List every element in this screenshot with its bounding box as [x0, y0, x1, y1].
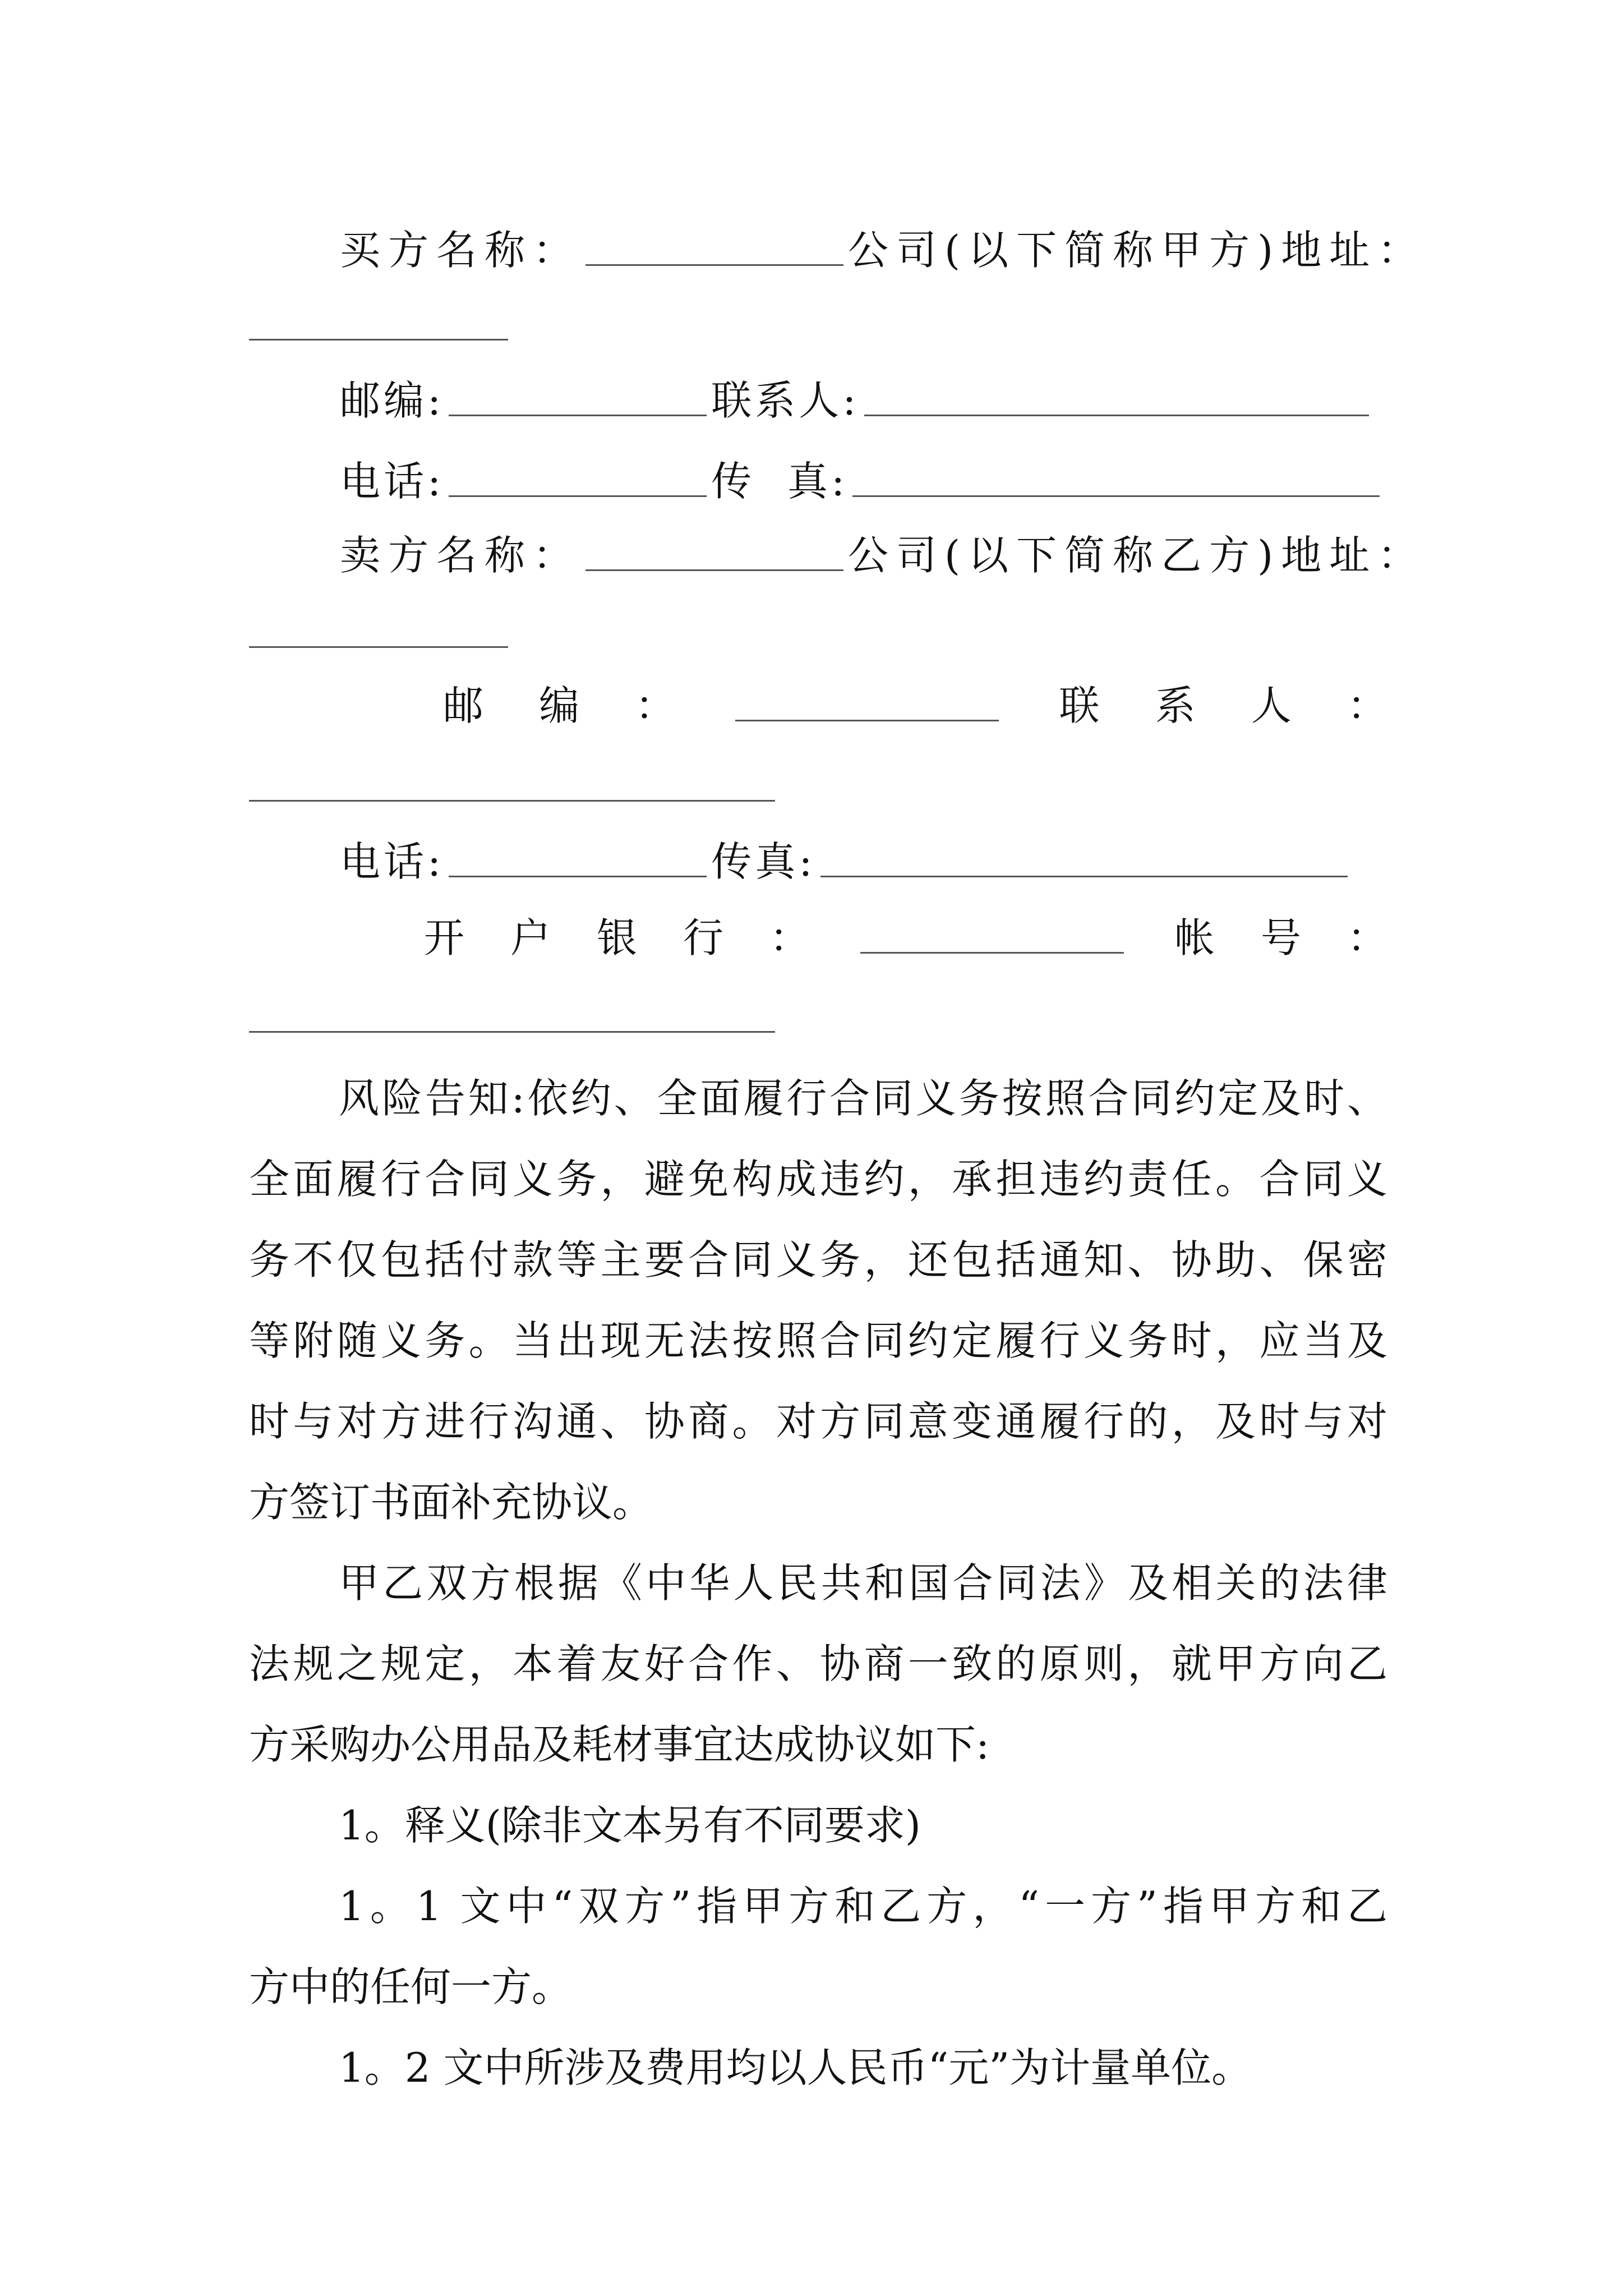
clause-1-1	[249, 1866, 1387, 2027]
clause-1-heading: 1。释义(除非文本另有不同要求)	[339, 1802, 921, 1849]
risk-notice-line: 方签订书面补充协议。	[249, 1479, 653, 1526]
seller-bank-char: 行	[683, 914, 724, 961]
seller-bank-char: 银	[597, 914, 638, 961]
seller-name-label: 卖方名称：	[340, 532, 582, 579]
clause-1-1-line: 1。1 文中“双方”指甲方和乙方，“一方”指甲方和乙	[339, 1883, 1387, 1930]
intro-line: 方采购办公用品及耗材事宜达成协议如下:	[249, 1721, 990, 1768]
buyer-fax-label: 传 真:	[711, 458, 849, 505]
intro-line: 甲乙双方根据《中华人民共和国合同法》及相关的法律	[339, 1559, 1387, 1607]
clause-1	[249, 1785, 1387, 1866]
buyer-postcode-label: 邮编:	[340, 377, 445, 424]
seller-fax-label: 传真:	[711, 838, 816, 885]
buyer-phone-blank[interactable]	[449, 459, 707, 497]
buyer-phone-line	[340, 444, 1384, 512]
buyer-postcode-blank[interactable]	[449, 379, 707, 416]
seller-account-char: 帐	[1174, 914, 1215, 961]
seller-contact-char: 联	[1059, 682, 1100, 729]
buyer-address-blank[interactable]	[249, 339, 508, 341]
seller-postcode-char: ：	[635, 682, 676, 729]
seller-postcode-char: 邮	[443, 682, 484, 729]
seller-bank-char: 开	[424, 914, 465, 961]
buyer-phone-label: 电话:	[340, 458, 445, 505]
seller-bank-line	[424, 901, 1387, 968]
seller-phone-line	[340, 825, 1352, 892]
seller-contact-char: 人	[1251, 682, 1292, 729]
clause-1-2-line: 1。2 文中所涉及费用均以人民币“元”为计量单位。	[339, 2044, 1252, 2091]
seller-address-blank[interactable]	[249, 646, 508, 648]
seller-account-char: ：	[1347, 914, 1387, 961]
seller-phone-blank[interactable]	[449, 840, 707, 877]
risk-notice-line: 全面履行合同义务，避免构成违约，承担违约责任。合同义	[249, 1156, 1387, 1203]
risk-notice-line: 时与对方进行沟通、协商。对方同意变通履行的，及时与对	[249, 1398, 1387, 1445]
seller-bank-blank[interactable]	[860, 916, 1124, 954]
seller-account-blank[interactable]	[249, 1031, 775, 1033]
seller-contact-char: ：	[1347, 682, 1387, 729]
buyer-fax-blank[interactable]	[852, 459, 1380, 497]
seller-fax-blank[interactable]	[820, 840, 1348, 877]
clause-1-2	[249, 2027, 1387, 2108]
buyer-contact-label: 联系人:	[711, 377, 860, 424]
buyer-postcode-line	[340, 364, 1373, 431]
seller-company-suffix: 公司(以下简称乙方)地址：	[848, 532, 1426, 579]
seller-contact-char: 系	[1155, 682, 1196, 729]
seller-postcode-char: 编	[539, 682, 580, 729]
seller-name-blank[interactable]	[585, 533, 843, 571]
seller-postcode-blank[interactable]	[735, 684, 999, 721]
risk-notice-line: 等附随义务。当出现无法按照合同约定履行义务时，应当及	[249, 1317, 1387, 1364]
seller-bank-char: 户	[510, 914, 551, 961]
buyer-name-label: 买方名称：	[340, 227, 582, 274]
buyer-name-blank[interactable]	[585, 228, 843, 266]
buyer-contact-blank[interactable]	[864, 379, 1369, 416]
seller-bank-char: ：	[769, 914, 810, 961]
buyer-company-suffix: 公司(以下简称甲方)地址：	[848, 227, 1426, 274]
clause-1-1-line: 方中的任何一方。	[249, 1963, 573, 2010]
risk-notice-line: 风险告知:依约、全面履行合同义务按照合同约定及时、	[339, 1075, 1387, 1122]
seller-contact-blank[interactable]	[249, 800, 775, 802]
buyer-name-line	[340, 213, 1426, 280]
seller-phone-label: 电话:	[340, 838, 445, 885]
risk-notice-line: 务不仅包括付款等主要合同义务，还包括通知、协助、保密	[249, 1236, 1387, 1283]
seller-postcode-line	[443, 669, 1387, 736]
seller-name-line	[340, 518, 1426, 586]
seller-account-char: 号	[1260, 914, 1301, 961]
intro-paragraph	[249, 1543, 1387, 1785]
intro-line: 法规之规定，本着友好合作、协商一致的原则，就甲方向乙	[249, 1640, 1387, 1687]
risk-notice-paragraph	[249, 1058, 1387, 1543]
